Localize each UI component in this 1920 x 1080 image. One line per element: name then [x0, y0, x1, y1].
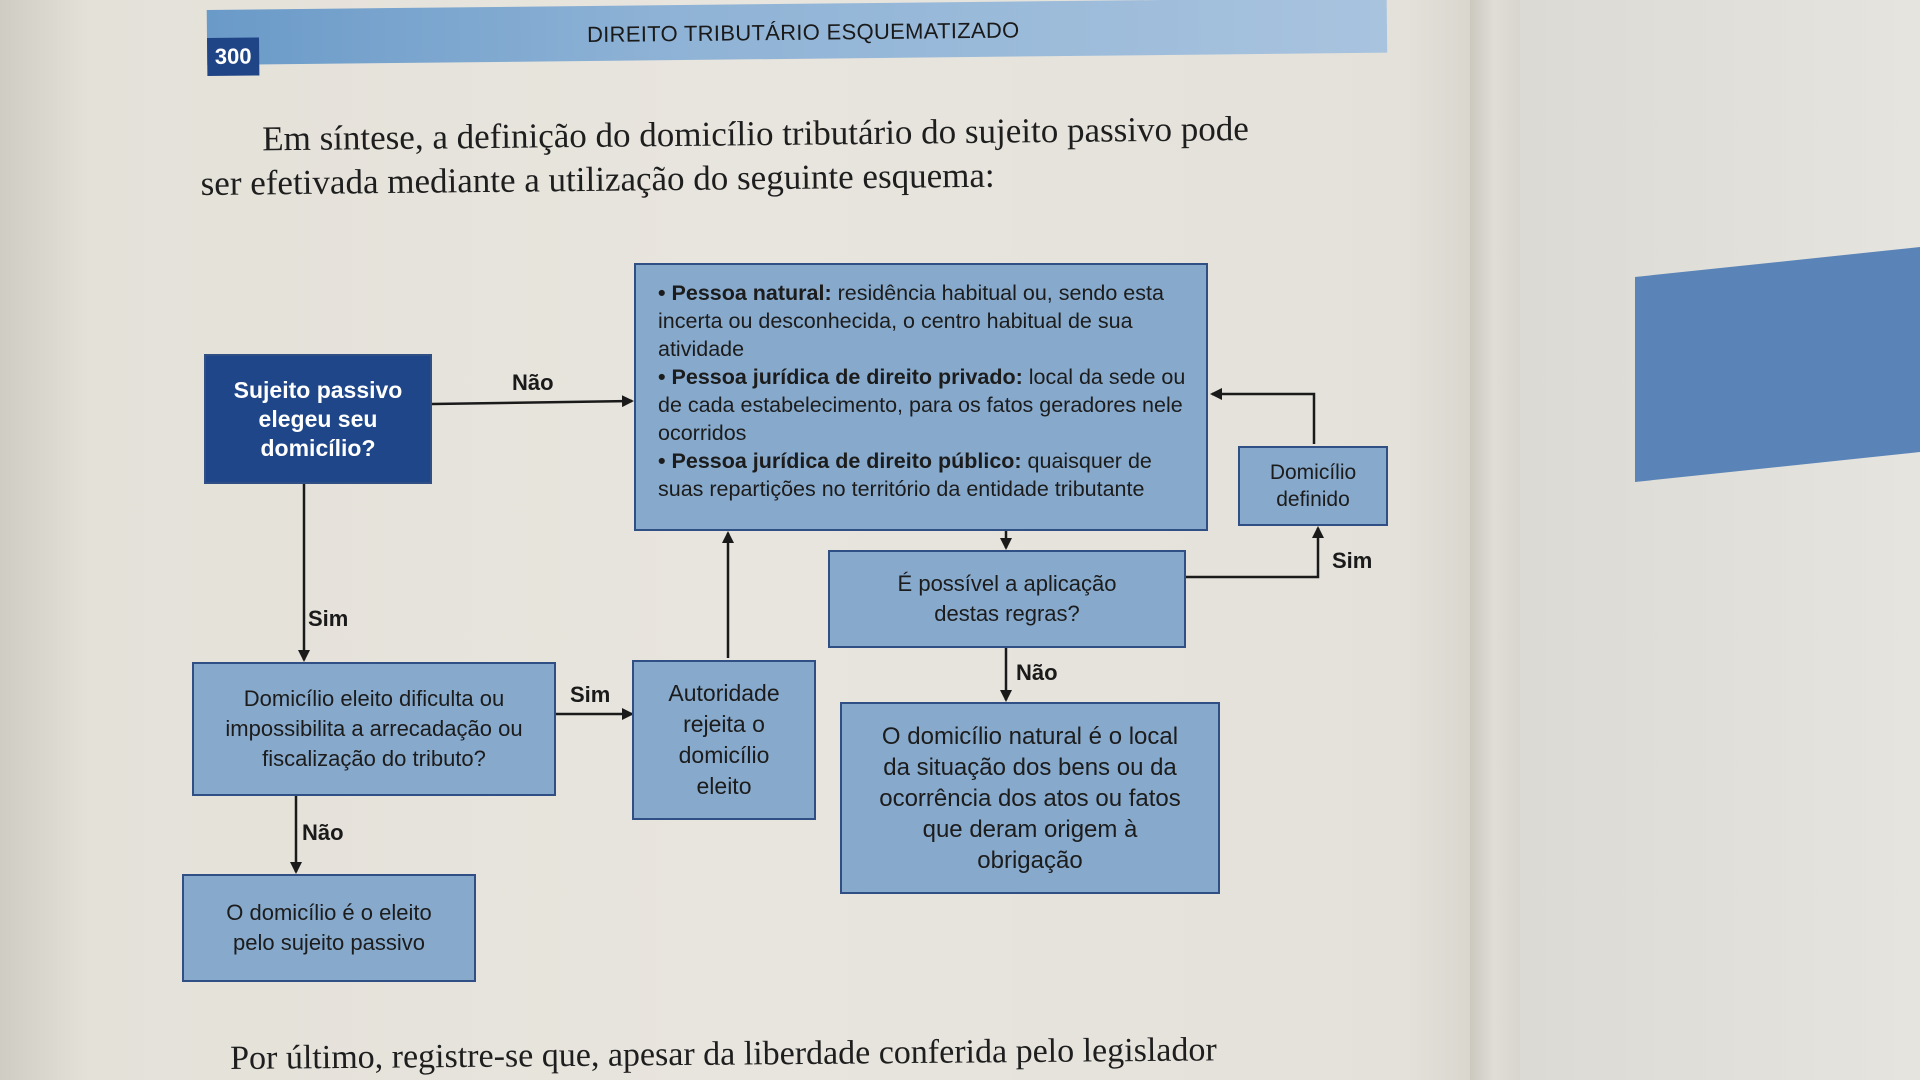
authority-text: Autoridade rejeita o domicílio eleito [668, 680, 780, 799]
rule-private-term: Pessoa jurídica de direito privado: [671, 365, 1023, 389]
label-nao-left: Não [302, 820, 344, 845]
rule-public: • Pessoa jurídica de direito público: quaisquer de suas repartições no território da entidade tributante [658, 449, 1152, 501]
label-nao-top: Não [512, 370, 554, 395]
arrow-start-to-rules [432, 401, 632, 404]
label-sim-mid: Sim [570, 682, 611, 707]
start-question-text: Sujeito passivo elegeu seu domicílio? [233, 376, 403, 461]
arrow-apply-to-defined [1186, 528, 1318, 577]
book-title: DIREITO TRIBUTÁRIO ESQUEMATIZADO [586, 17, 1020, 48]
rule-public-text: quaisquer de suas repartições no território da entidade tributante [658, 449, 1152, 501]
elected-domicile-text: O domicílio é o eleito pelo sujeito passivo [226, 900, 432, 955]
defined-domicile-box [1238, 446, 1388, 526]
bottom-paragraph: Por último, registre-se que, apesar da liberdade conferida pelo legislador [230, 1031, 1217, 1077]
intro-line-1: Em síntese, a definição do domicílio tributário do sujeito passivo pode [262, 109, 1249, 159]
rule-private-text: local da sede ou de cada estabelecimento, para os fatos geradores nele ocorridos [658, 365, 1186, 445]
facing-page [1520, 0, 1920, 1080]
arrow-defined-to-rules [1212, 394, 1314, 444]
hinder-question-box [192, 662, 556, 796]
rule-natural-text: residência habitual ou, sendo esta incerta ou desconhecida, o centro habitual de sua atividade [658, 281, 1164, 361]
natural-domicile-box [840, 702, 1220, 894]
rule-public-term: Pessoa jurídica de direito público: [671, 449, 1022, 473]
rule-private: • Pessoa jurídica de direito privado: local da sede ou de cada estabelecimento, para os fatos geradores nele ocorridos [658, 365, 1186, 445]
defined-domicile-text: Domicílio definido [1269, 461, 1357, 511]
apply-question-text: É possível a aplicação destas regras? [897, 571, 1117, 626]
domicile-rules-box [634, 263, 1208, 531]
label-nao-mid: Não [1016, 660, 1058, 685]
elected-domicile-box [182, 874, 476, 982]
start-question-box [204, 354, 432, 484]
label-sim-right: Sim [1332, 548, 1373, 573]
rule-natural: • Pessoa natural: residência habitual ou, sendo esta incerta ou desconhecida, o centro habitual de sua atividade [658, 281, 1164, 361]
intro-line-2: ser efetivada mediante a utilização do seguinte esquema: [200, 155, 995, 203]
hinder-question-text: Domicílio eleito dificulta ou impossibilita a arrecadação ou fiscalização do tributo? [225, 686, 523, 771]
authority-box [632, 660, 816, 820]
rule-natural-term: Pessoa natural: [671, 281, 832, 305]
natural-domicile-text: O domicílio natural é o local da situação dos bens ou da ocorrência dos atos ou fatos que deram origem à obrigação [879, 722, 1181, 874]
label-sim-left: Sim [308, 606, 349, 631]
apply-question-box [828, 550, 1186, 648]
page-number: 300 [207, 37, 259, 76]
facing-page-blue-tab [1635, 247, 1920, 482]
